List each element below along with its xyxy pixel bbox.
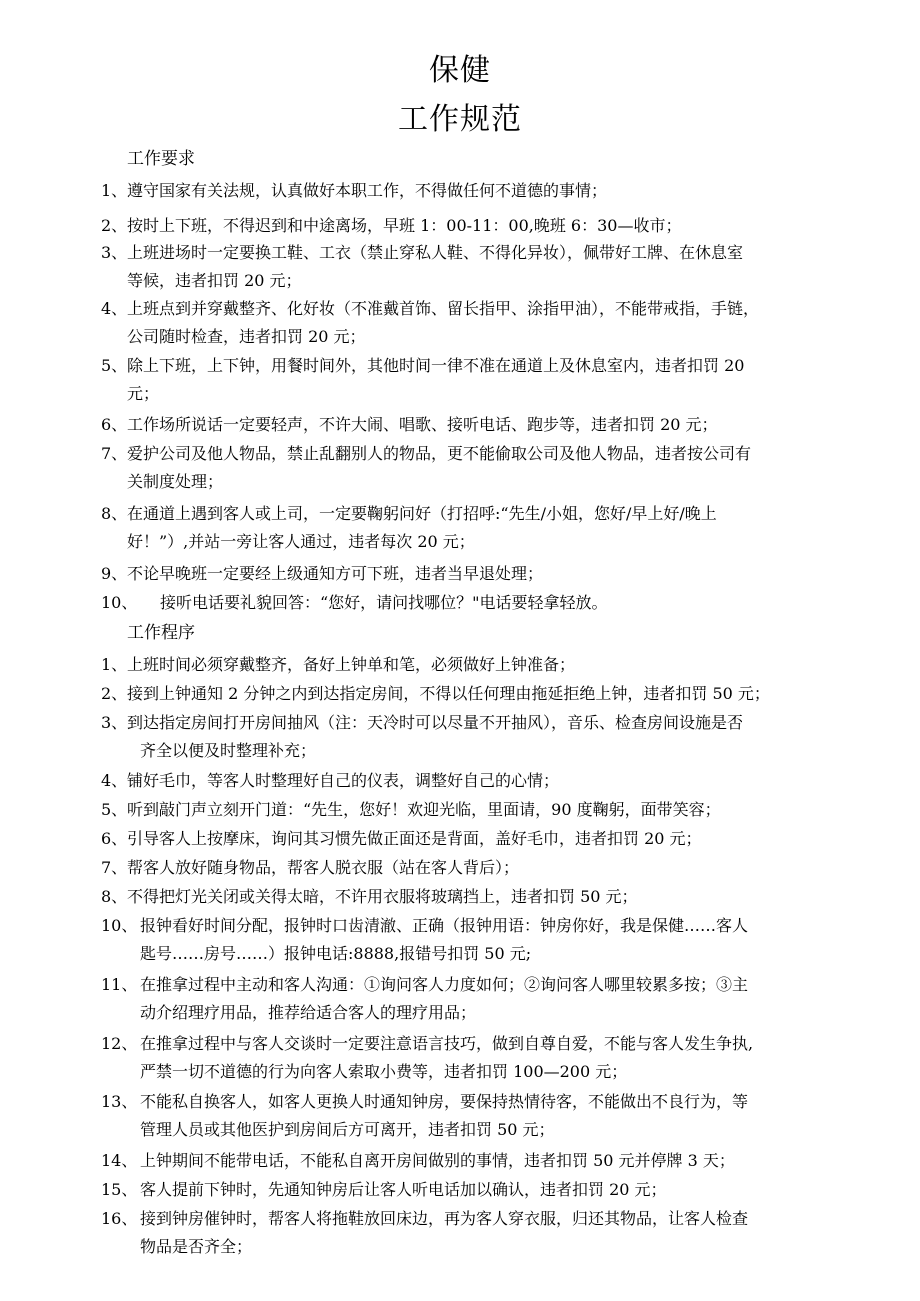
document-title: 保健 <box>429 53 491 88</box>
requirement-item-text: 除上下班，上下钟，用餐时间外，其他时间一律不准在通道上及休息室内，违者扣罚 20 <box>127 356 745 375</box>
procedure-item-number: 3、 <box>101 713 128 732</box>
requirement-item-number: 10、 <box>101 593 138 612</box>
procedure-item-text: 匙号……房号……）报钟电话:8888,报错号扣罚 50 元; <box>140 944 532 963</box>
document-subtitle: 工作规范 <box>398 102 522 137</box>
requirement-item-number: 7、 <box>101 444 128 463</box>
procedure-item-text: 帮客人放好随身物品，帮客人脱衣服（站在客人背后）； <box>127 858 520 877</box>
requirement-item-text: 遵守国家有关法规，认真做好本职工作，不得做任何不道德的事情； <box>127 181 608 200</box>
requirement-item-text: 关制度处理； <box>127 472 224 491</box>
procedure-item-number: 8、 <box>101 887 128 906</box>
requirement-item-number: 3、 <box>101 243 128 262</box>
requirement-item-text: 不论早晚班一定要经上级通知方可下班，违者当早退处理； <box>127 564 544 583</box>
requirement-item-text: 公司随时检查，违者扣罚 20 元； <box>127 327 366 346</box>
procedure-item-number: 14、 <box>101 1151 138 1170</box>
procedure-item-number: 15、 <box>101 1180 138 1199</box>
requirement-item-number: 6、 <box>101 415 128 434</box>
procedure-item-number: 6、 <box>101 829 128 848</box>
procedure-item-text: 接到上钟通知 2 分钟之内到达指定房间，不得以任何理由拖延拒绝上钟，违者扣罚 50 元； <box>127 684 770 703</box>
procedure-item-number: 10、 <box>101 916 138 935</box>
procedure-item-text: 报钟看好时间分配，报钟时口齿清澈、正确（报钟用语：钟房你好，我是保健……客人 <box>140 916 749 935</box>
requirement-item-text: 在通道上遇到客人或上司，一定要鞠躬问好（打招呼:“先生/小姐，您好/早上好/晚上 <box>127 504 717 523</box>
requirement-item-text: 按时上下班，不得迟到和中途离场，早班 1：00-11：00,晚班 6：30—收市； <box>127 216 682 235</box>
procedure-item-number: 13、 <box>101 1092 138 1111</box>
procedure-item-text: 不能私自换客人，如客人更换人时通知钟房，要保持热情待客，不能做出不良行为，等 <box>140 1092 749 1111</box>
requirement-item-number: 2、 <box>101 216 128 235</box>
requirement-item-number: 8、 <box>101 504 128 523</box>
procedure-item-text: 客人提前下钟时，先通知钟房后让客人听电话加以确认，违者扣罚 20 元； <box>140 1180 667 1199</box>
requirement-item-text: 好！”）,并站一旁让客人通过，违者每次 20 元； <box>127 532 475 551</box>
procedure-item-number: 12、 <box>101 1034 138 1053</box>
procedure-item-text: 动介绍理疗用品，推荐给适合客人的理疗用品； <box>140 1003 477 1022</box>
procedure-item-text: 上班时间必须穿戴整齐，备好上钟单和笔，必须做好上钟准备； <box>127 655 576 674</box>
procedure-item-number: 5、 <box>101 800 128 819</box>
procedure-item-number: 4、 <box>101 771 128 790</box>
procedure-item-text: 接到钟房催钟时，帮客人将拖鞋放回床边，再为客人穿衣服，归还其物品，让客人检查 <box>140 1209 749 1228</box>
procedure-item-text: 听到敲门声立刻开门道：“先生，您好！欢迎光临，里面请，90 度鞠躬，面带笑容； <box>127 800 721 819</box>
requirement-item-text: 接听电话要礼貌回答：“您好，请问找哪位？"电话要轻拿轻放。 <box>160 593 608 612</box>
procedure-item-text: 上钟期间不能带电话，不能私自离开房间做别的事情，违者扣罚 50 元并停牌 3 天； <box>140 1151 735 1170</box>
procedure-item-text: 物品是否齐全； <box>140 1237 253 1256</box>
requirement-item-text: 等候，违者扣罚 20 元； <box>127 271 302 290</box>
requirement-heading: 工作要求 <box>127 149 195 169</box>
procedure-item-text: 管理人员或其他医护到房间后方可离开，违者扣罚 50 元； <box>140 1120 555 1139</box>
requirement-item-text: 工作场所说话一定要轻声，不许大闹、唱歌、接听电话、跑步等，违者扣罚 20 元； <box>127 415 718 434</box>
requirement-item-number: 5、 <box>101 356 128 375</box>
requirement-item-text: 元； <box>127 384 160 403</box>
procedure-item-number: 1、 <box>101 655 128 674</box>
procedure-item-text: 在推拿过程中与客人交谈时一定要注意语言技巧，做到自尊自爱，不能与客人发生争执, <box>140 1034 754 1053</box>
procedure-item-number: 2、 <box>101 684 128 703</box>
requirement-item-number: 1、 <box>101 181 128 200</box>
procedure-item-text: 铺好毛巾，等客人时整理好自己的仪表，调整好自己的心情； <box>127 771 560 790</box>
procedure-item-text: 严禁一切不道德的行为向客人索取小费等，违者扣罚 100—200 元； <box>140 1062 628 1081</box>
procedure-item-text: 不得把灯光关闭或关得太暗，不许用衣服将玻璃挡上，违者扣罚 50 元； <box>127 887 638 906</box>
procedure-item-text: 引导客人上按摩床，询问其习惯先做正面还是背面，盖好毛巾，违者扣罚 20 元； <box>127 829 702 848</box>
procedure-item-text: 在推拿过程中主动和客人沟通：①询问客人力度如何；②询问客人哪里较累多按；③主 <box>140 975 749 994</box>
requirement-item-text: 上班点到并穿戴整齐、化好妆（不准戴首饰、留长指甲、涂指甲油），不能带戒指，手链， <box>127 299 760 318</box>
procedure-item-number: 16、 <box>101 1209 138 1228</box>
requirement-item-text: 上班进场时一定要换工鞋、工衣（禁止穿私人鞋、不得化异妆），佩带好工牌、在休息室 <box>127 243 744 262</box>
procedure-item-number: 7、 <box>101 858 128 877</box>
procedure-item-text: 齐全以便及时整理补充； <box>140 741 317 760</box>
procedure-item-text: 到达指定房间打开房间抽风（注：天冷时可以尽量不开抽风），音乐、检查房间设施是否 <box>127 713 744 732</box>
procedure-heading: 工作程序 <box>127 623 195 643</box>
procedure-item-number: 11、 <box>101 975 138 994</box>
requirement-item-number: 9、 <box>101 564 128 583</box>
requirement-item-number: 4、 <box>101 299 128 318</box>
requirement-item-text: 爱护公司及他人物品，禁止乱翻别人的物品，更不能偷取公司及他人物品，违者按公司有 <box>127 444 752 463</box>
